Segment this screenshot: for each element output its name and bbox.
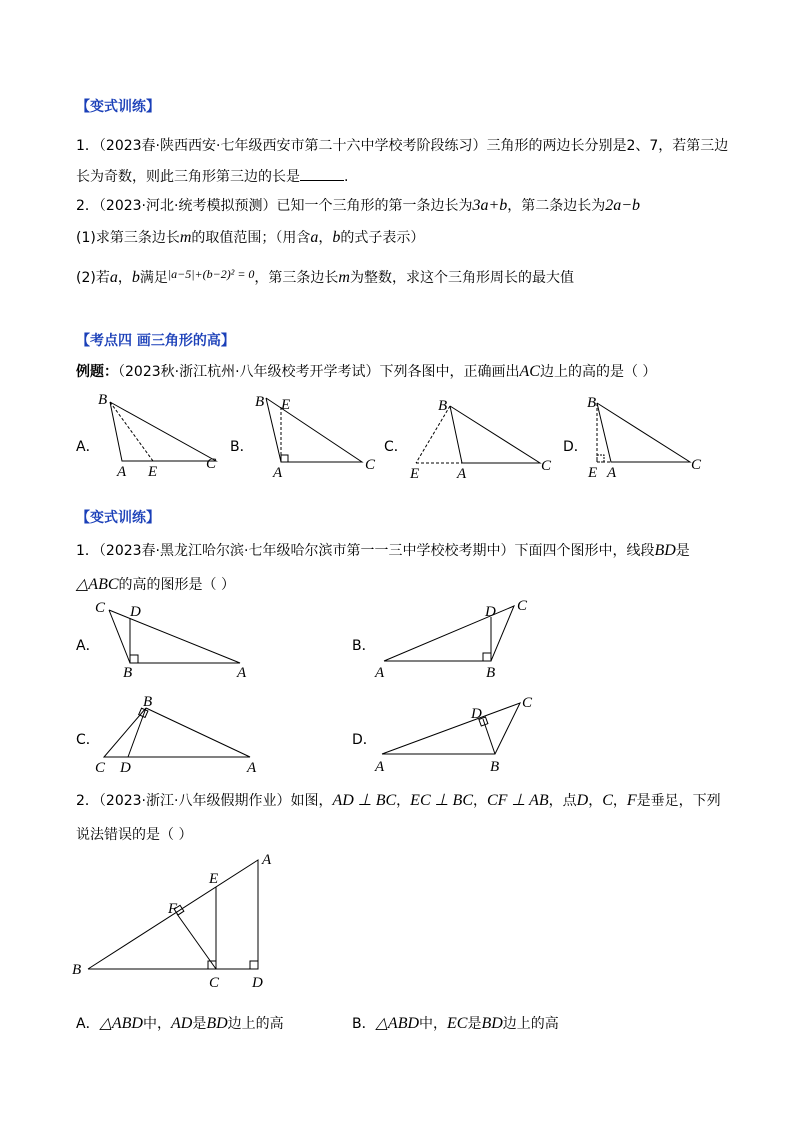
label-c: C bbox=[522, 695, 533, 711]
q2-p2-condition: |a−5|+(b−2)² = 0 bbox=[167, 267, 255, 281]
s3-option-a-label[interactable]: A． bbox=[76, 638, 100, 654]
label-a: A bbox=[457, 466, 467, 482]
s3-q1-line1 bbox=[76, 541, 690, 561]
s3-q2-line2: 说法错误的是（ ） bbox=[76, 827, 193, 843]
option-b-text: 中， bbox=[419, 1016, 448, 1032]
s3-q1-text-b: 是 bbox=[675, 543, 690, 559]
q1-line1 bbox=[76, 136, 728, 156]
s3-q2-option-a[interactable] bbox=[76, 1014, 284, 1034]
example-figure-d bbox=[580, 390, 720, 480]
label-d: D bbox=[485, 604, 496, 620]
s3-option-c-label[interactable]: C． bbox=[76, 732, 100, 748]
label-c: C bbox=[365, 457, 376, 473]
label-c: C bbox=[517, 598, 528, 614]
q2-expr2: 2a−b bbox=[605, 197, 641, 214]
example-line bbox=[76, 362, 656, 382]
label-c: C bbox=[691, 457, 702, 473]
example-figure-b bbox=[245, 390, 385, 480]
s3-q2-number: 2． bbox=[76, 793, 99, 809]
s3-option-b-label[interactable]: B． bbox=[352, 638, 376, 654]
s3-q2-option-b[interactable] bbox=[352, 1014, 559, 1034]
label-c: C bbox=[541, 458, 552, 474]
label-b: B bbox=[486, 665, 496, 681]
label-a: A bbox=[117, 464, 127, 480]
label-b: B bbox=[72, 962, 82, 978]
s3-figure-c bbox=[90, 692, 260, 782]
label-c: C bbox=[209, 975, 220, 991]
example-figure-a bbox=[90, 390, 230, 480]
option-b-text: 边上的高 bbox=[502, 1016, 559, 1032]
q2-p1-var-b: b bbox=[332, 229, 341, 246]
label-b: B bbox=[123, 665, 133, 681]
example-text-a: （2023秋·浙江杭州·八年级校考开学考试）下列各图中，正确画出 bbox=[118, 364, 520, 380]
label-b: B bbox=[490, 759, 500, 775]
s3-q2-sep: ， bbox=[473, 793, 487, 809]
option-a-text: 边上的高 bbox=[227, 1016, 284, 1032]
s3-figure-d bbox=[370, 692, 540, 782]
label-c: C bbox=[206, 456, 217, 472]
q2-p1-text-a: (1)求第三条边长 bbox=[76, 230, 180, 246]
label-d: D bbox=[130, 604, 141, 620]
s3-q2-cond-ad-perp-bc: AD ⊥ BC bbox=[332, 792, 397, 809]
q1-text-c: . bbox=[344, 169, 349, 185]
q1-text-a: （2023春·陕西西安·七年级西安市第二十六中学校考阶段练习）三角形的两边长分别是2、7，若第三边 bbox=[98, 138, 729, 154]
q2-part2 bbox=[76, 264, 574, 288]
example-option-c-label[interactable]: C． bbox=[384, 439, 408, 455]
label-a: A bbox=[375, 665, 385, 681]
option-b-triangle: △ABD bbox=[375, 1015, 420, 1032]
section-heading-variant-1: 【变式训练】 bbox=[76, 99, 160, 115]
option-a-segment: AD bbox=[170, 1015, 193, 1032]
label-f: F bbox=[168, 901, 178, 917]
label-e: E bbox=[148, 464, 158, 480]
example-option-b-label[interactable]: B． bbox=[230, 439, 254, 455]
example-text-b: 边上的高的是（ ） bbox=[539, 364, 657, 380]
label-a: A bbox=[607, 465, 617, 481]
q2-expr1: 3a+b bbox=[472, 197, 508, 214]
option-b-segment: EC bbox=[447, 1015, 468, 1032]
label-e: E bbox=[588, 465, 598, 481]
q2-p2-text-d: ，第三条边长 bbox=[254, 270, 339, 286]
label-a: A bbox=[247, 760, 257, 776]
s3-q2-point-d: D bbox=[576, 792, 589, 809]
s3-q1-expr-bd: BD bbox=[654, 542, 676, 559]
answer-blank[interactable] bbox=[300, 166, 344, 181]
s3-q2-figure bbox=[70, 850, 290, 1000]
q2-p2-var-a: a bbox=[109, 269, 118, 286]
section-heading-kaodian4: 【考点四 画三角形的高】 bbox=[76, 333, 235, 349]
s3-figure-a bbox=[90, 598, 260, 681]
option-a-triangle: △ABD bbox=[99, 1015, 143, 1032]
q2-p1-text-b: 的取值范围；（用含 bbox=[191, 230, 311, 246]
q2-p2-text-a: (2)若 bbox=[76, 270, 110, 286]
label-a: A bbox=[375, 759, 385, 775]
label-a: A bbox=[237, 665, 247, 681]
s3-q2-cond-cf-perp-ab: CF ⊥ AB bbox=[487, 792, 549, 809]
label-d: D bbox=[252, 975, 263, 991]
option-a-side: BD bbox=[206, 1015, 228, 1032]
q2-text-a: （2023·河北·统考模拟预测）已知一个三角形的第一条边长为 bbox=[98, 198, 473, 214]
label-c: C bbox=[95, 760, 106, 776]
label-a: A bbox=[262, 852, 272, 868]
label-b: B bbox=[587, 395, 597, 411]
example-option-d-label[interactable]: D． bbox=[563, 439, 588, 455]
q2-text-b: ，第二条边长为 bbox=[507, 198, 606, 214]
s3-q1-expr-triangle: △ABC bbox=[76, 576, 119, 593]
s3-figure-b bbox=[370, 598, 540, 681]
option-b-text: 是 bbox=[467, 1016, 482, 1032]
s3-q2-point-c: C bbox=[602, 792, 613, 809]
label-b: B bbox=[438, 398, 448, 414]
example-figure-c bbox=[400, 390, 560, 480]
q1-number: 1． bbox=[76, 138, 99, 154]
s3-q1-text-a: （2023春·黑龙江哈尔滨·七年级哈尔滨市第一一三中学校校考期中）下面四个图形中，线段 bbox=[98, 543, 655, 559]
s3-q2-sep: ， bbox=[396, 793, 411, 809]
q1-line2 bbox=[76, 166, 348, 187]
q2-part1 bbox=[76, 228, 424, 248]
label-d: D bbox=[471, 706, 482, 722]
label-d: D bbox=[120, 760, 131, 776]
s3-q2-point-f: F bbox=[626, 792, 637, 809]
q2-p2-sep: ， bbox=[117, 270, 132, 286]
example-expr-ac: AC bbox=[519, 363, 540, 380]
option-a-label: A． bbox=[76, 1016, 100, 1032]
q2-p1-var-m: m bbox=[179, 229, 192, 246]
q2-p2-text-c: 满足 bbox=[139, 270, 168, 286]
q2-number: 2． bbox=[76, 198, 99, 214]
q2-line1 bbox=[76, 196, 640, 216]
s3-q1-line2 bbox=[76, 575, 235, 595]
q2-p1-var-a: a bbox=[310, 229, 319, 246]
q2-p2-text-e: 为整数，求这个三角形周长的最大值 bbox=[349, 270, 574, 286]
label-b: B bbox=[98, 392, 108, 408]
s3-q2-text-c: 是垂足，下列 bbox=[636, 793, 721, 809]
q1-text-b: 长为奇数，则此三角形第三边的长是 bbox=[76, 169, 300, 185]
s3-q2-sep: ， bbox=[588, 793, 603, 809]
q2-p1-sep: ， bbox=[318, 230, 333, 246]
label-b: B bbox=[143, 694, 153, 710]
label-e: E bbox=[281, 397, 291, 413]
s3-q2-cond-ec-perp-bc: EC ⊥ BC bbox=[410, 792, 473, 809]
option-a-text: 是 bbox=[192, 1016, 207, 1032]
q2-p2-var-b: b bbox=[131, 269, 140, 286]
s3-q2-line1 bbox=[76, 791, 721, 811]
example-label: 例题： bbox=[76, 364, 118, 380]
label-c: C bbox=[95, 600, 106, 616]
option-a-text: 中， bbox=[142, 1016, 171, 1032]
section-heading-variant-2: 【变式训练】 bbox=[76, 510, 160, 526]
label-a: A bbox=[273, 465, 283, 481]
s3-q2-text-b: ，点 bbox=[548, 793, 577, 809]
label-e: E bbox=[209, 871, 219, 887]
s3-q1-number: 1． bbox=[76, 543, 99, 559]
q2-p2-var-m: m bbox=[338, 269, 350, 286]
s3-q2-sep: ， bbox=[612, 793, 627, 809]
label-e: E bbox=[410, 466, 420, 482]
option-b-side: BD bbox=[481, 1015, 503, 1032]
s3-q1-line2-text: 的高的图形是（ ） bbox=[118, 577, 235, 593]
label-b: B bbox=[255, 394, 265, 410]
q2-p1-text-d: 的式子表示） bbox=[340, 230, 425, 246]
s3-option-d-label[interactable]: D． bbox=[352, 732, 377, 748]
option-b-label: B． bbox=[352, 1016, 376, 1032]
s3-q2-text-a: （2023·浙江·八年级假期作业）如图， bbox=[98, 793, 333, 809]
example-option-a-label[interactable]: A． bbox=[76, 439, 100, 455]
